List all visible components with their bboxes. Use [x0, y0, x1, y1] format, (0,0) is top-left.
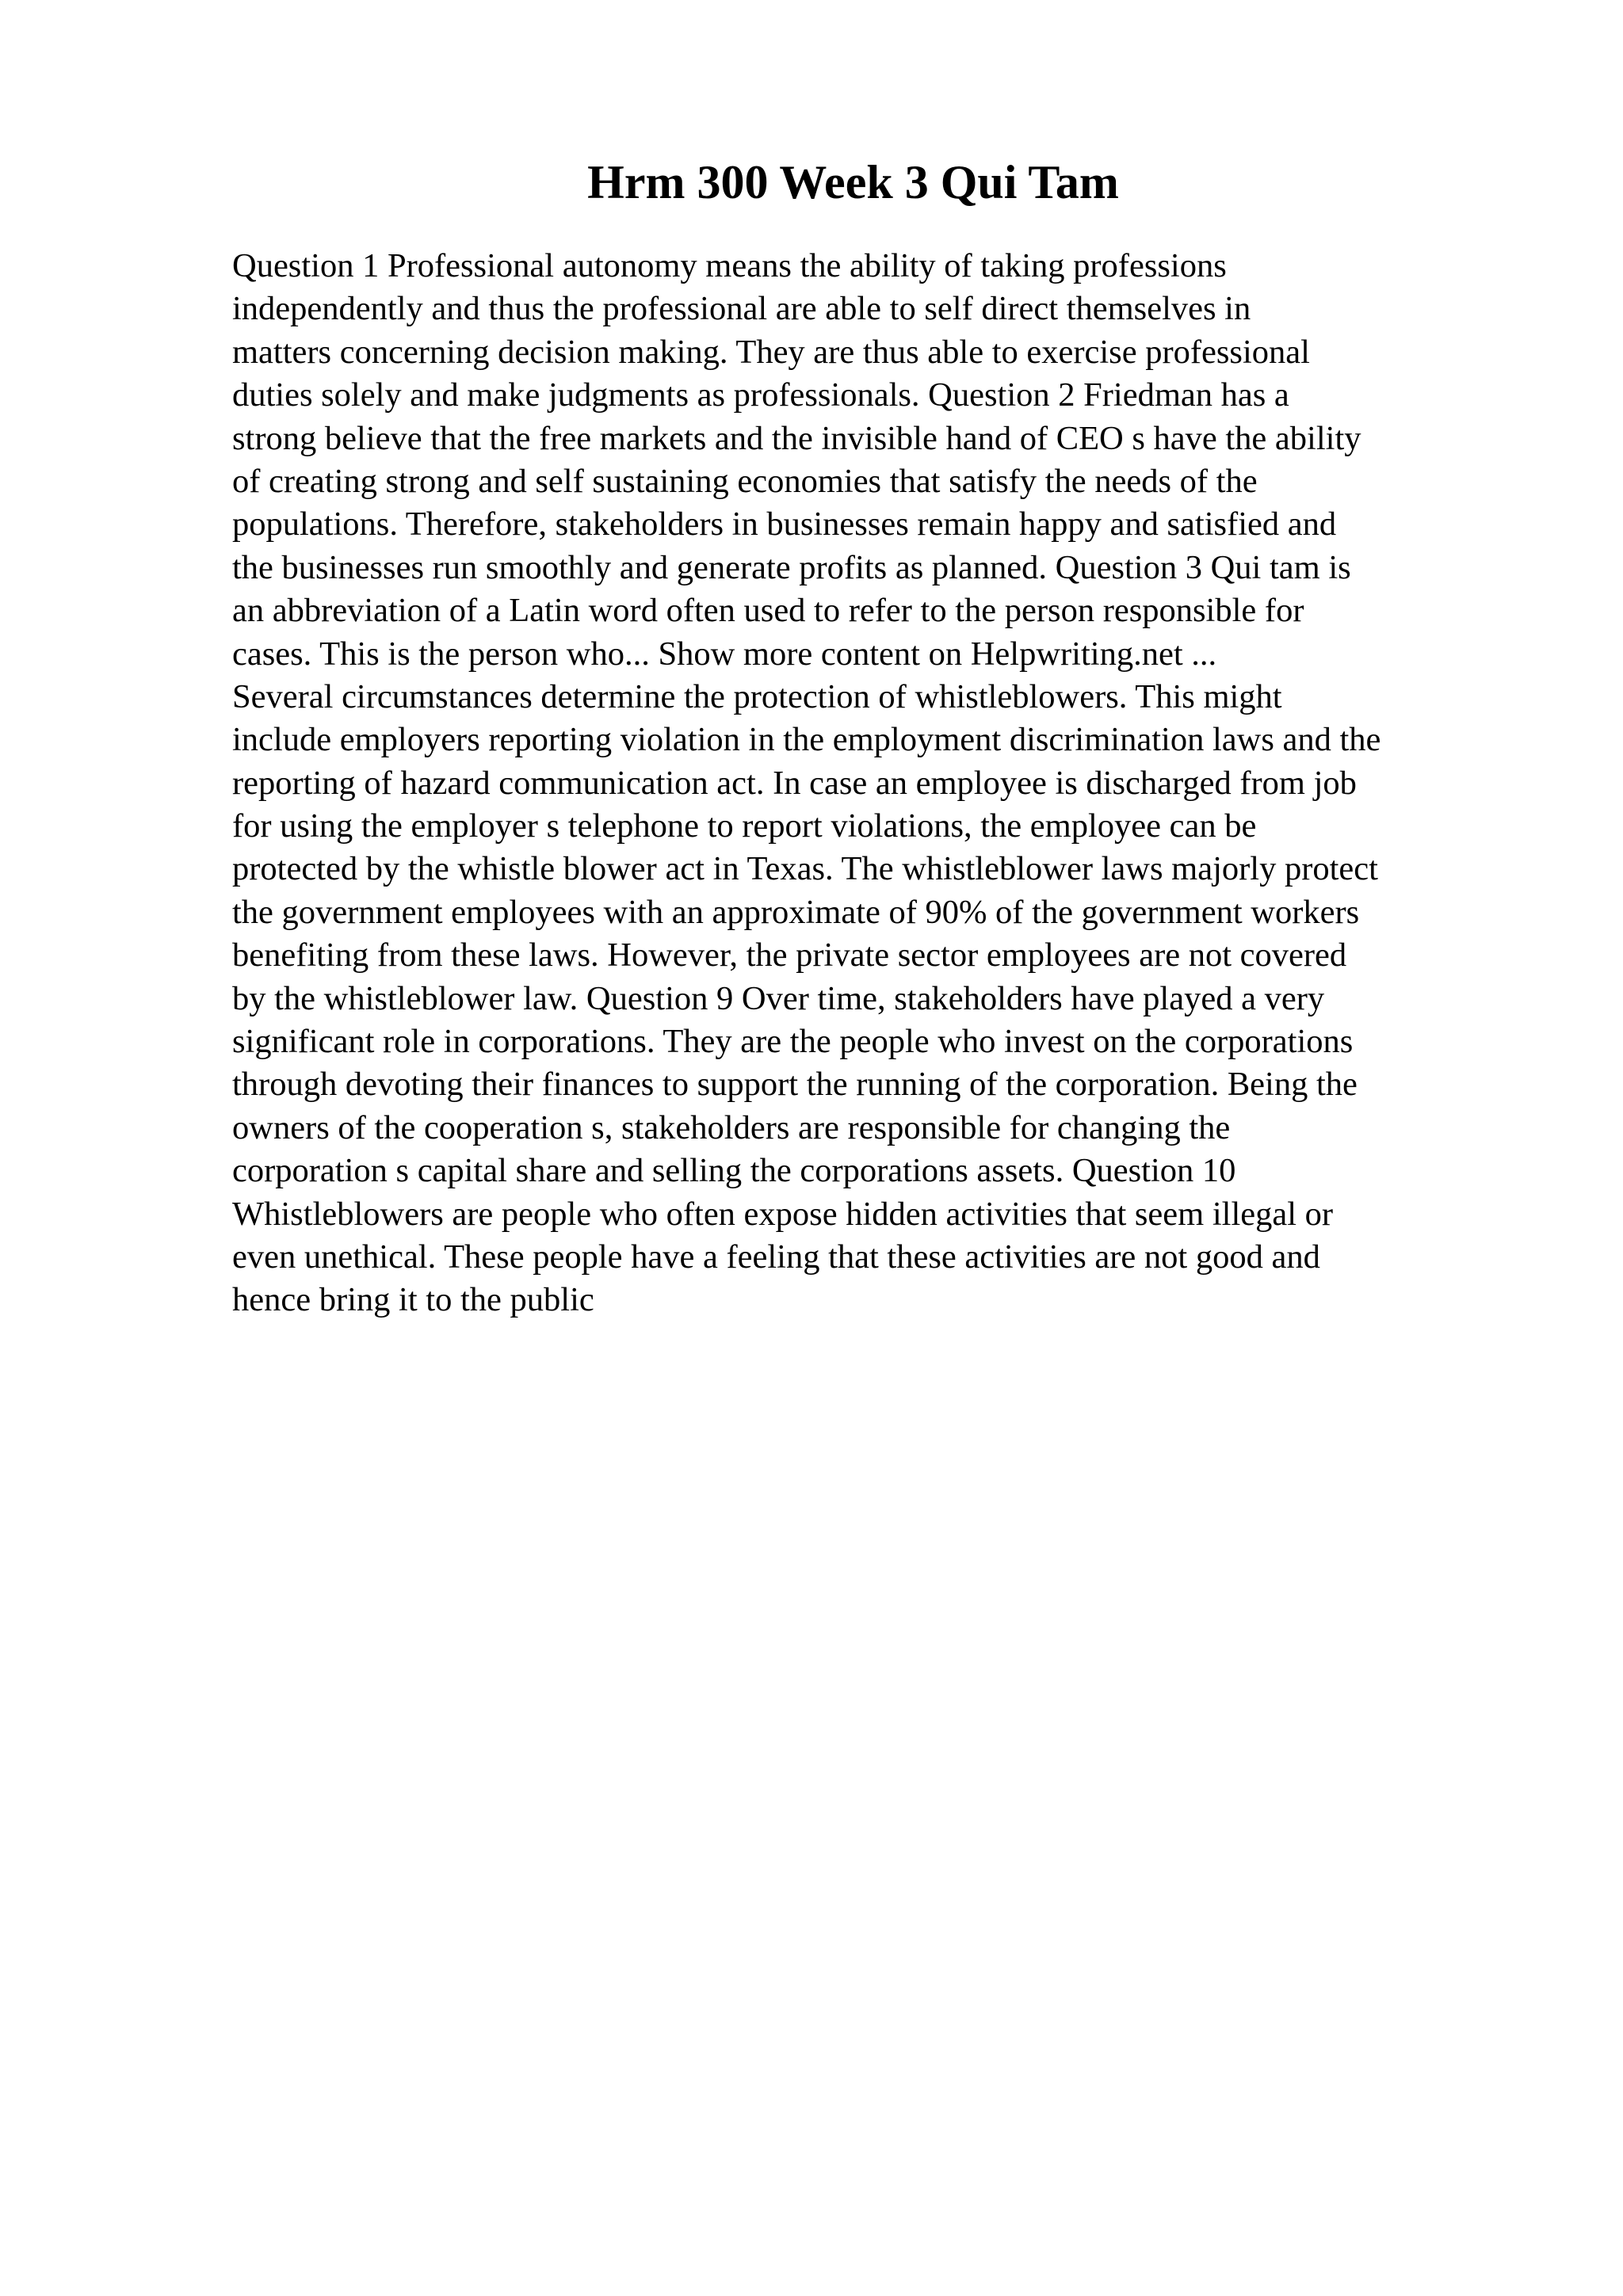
body-line: corporation s capital share and selling the corporations assets. Question 10 [232, 1152, 1236, 1190]
body-line: protected by the whistle blower act in Texas. The whistleblower laws majorly protect [232, 850, 1378, 888]
body-line: independently and thus the professional are able to self direct themselves in [232, 290, 1251, 328]
body-line: cases. This is the person who... Show more content on Helpwriting.net ... [232, 635, 1217, 673]
body-line: strong believe that the free markets and the invisible hand of CEO s have the ability [232, 419, 1361, 457]
body-line: the businesses run smoothly and generate profits as planned. Question 3 Qui tam is [232, 548, 1351, 586]
body-line: owners of the cooperation s, stakeholders are responsible for changing the [232, 1108, 1231, 1146]
body-line: include employers reporting violation in the employment discrimination laws and the [232, 721, 1381, 759]
body-line: hence bring it to the public [232, 1281, 594, 1319]
body-line: for using the employer s telephone to report violations, the employee can be [232, 807, 1257, 845]
body-line: populations. Therefore, stakeholders in businesses remain happy and satisfied and [232, 505, 1337, 543]
body-line: matters concerning decision making. They are thus able to exercise professional [232, 333, 1310, 371]
body-line: reporting of hazard communication act. In case an employee is discharged from job [232, 764, 1357, 802]
body-line: significant role in corporations. They are the people who invest on the corporations [232, 1023, 1354, 1061]
body-line: through devoting their finances to support the running of the corporation. Being the [232, 1066, 1358, 1104]
body-line: an abbreviation of a Latin word often used to refer to the person responsible for [232, 592, 1304, 630]
body-line: the government employees with an approximate of 90% of the government workers [232, 893, 1360, 931]
body-line: duties solely and make judgments as professionals. Question 2 Friedman has a [232, 376, 1289, 414]
body-line: even unethical. These people have a feeling that these activities are not good and [232, 1238, 1320, 1276]
body-line: Several circumstances determine the protection of whistleblowers. This might [232, 677, 1282, 715]
document-title: Hrm 300 Week 3 Qui Tam [587, 156, 1119, 208]
body-line: Whistleblowers are people who often expose hidden activities that seem illegal or [232, 1195, 1334, 1233]
body-line: of creating strong and self sustaining economies that satisfy the needs of the [232, 462, 1258, 500]
body-line: Question 1 Professional autonomy means the ability of taking professions [232, 247, 1227, 284]
body-line: benefiting from these laws. However, the private sector employees are not covered [232, 936, 1347, 974]
body-line: by the whistleblower law. Question 9 Over time, stakeholders have played a very [232, 979, 1325, 1017]
document-body [232, 245, 1500, 1322]
